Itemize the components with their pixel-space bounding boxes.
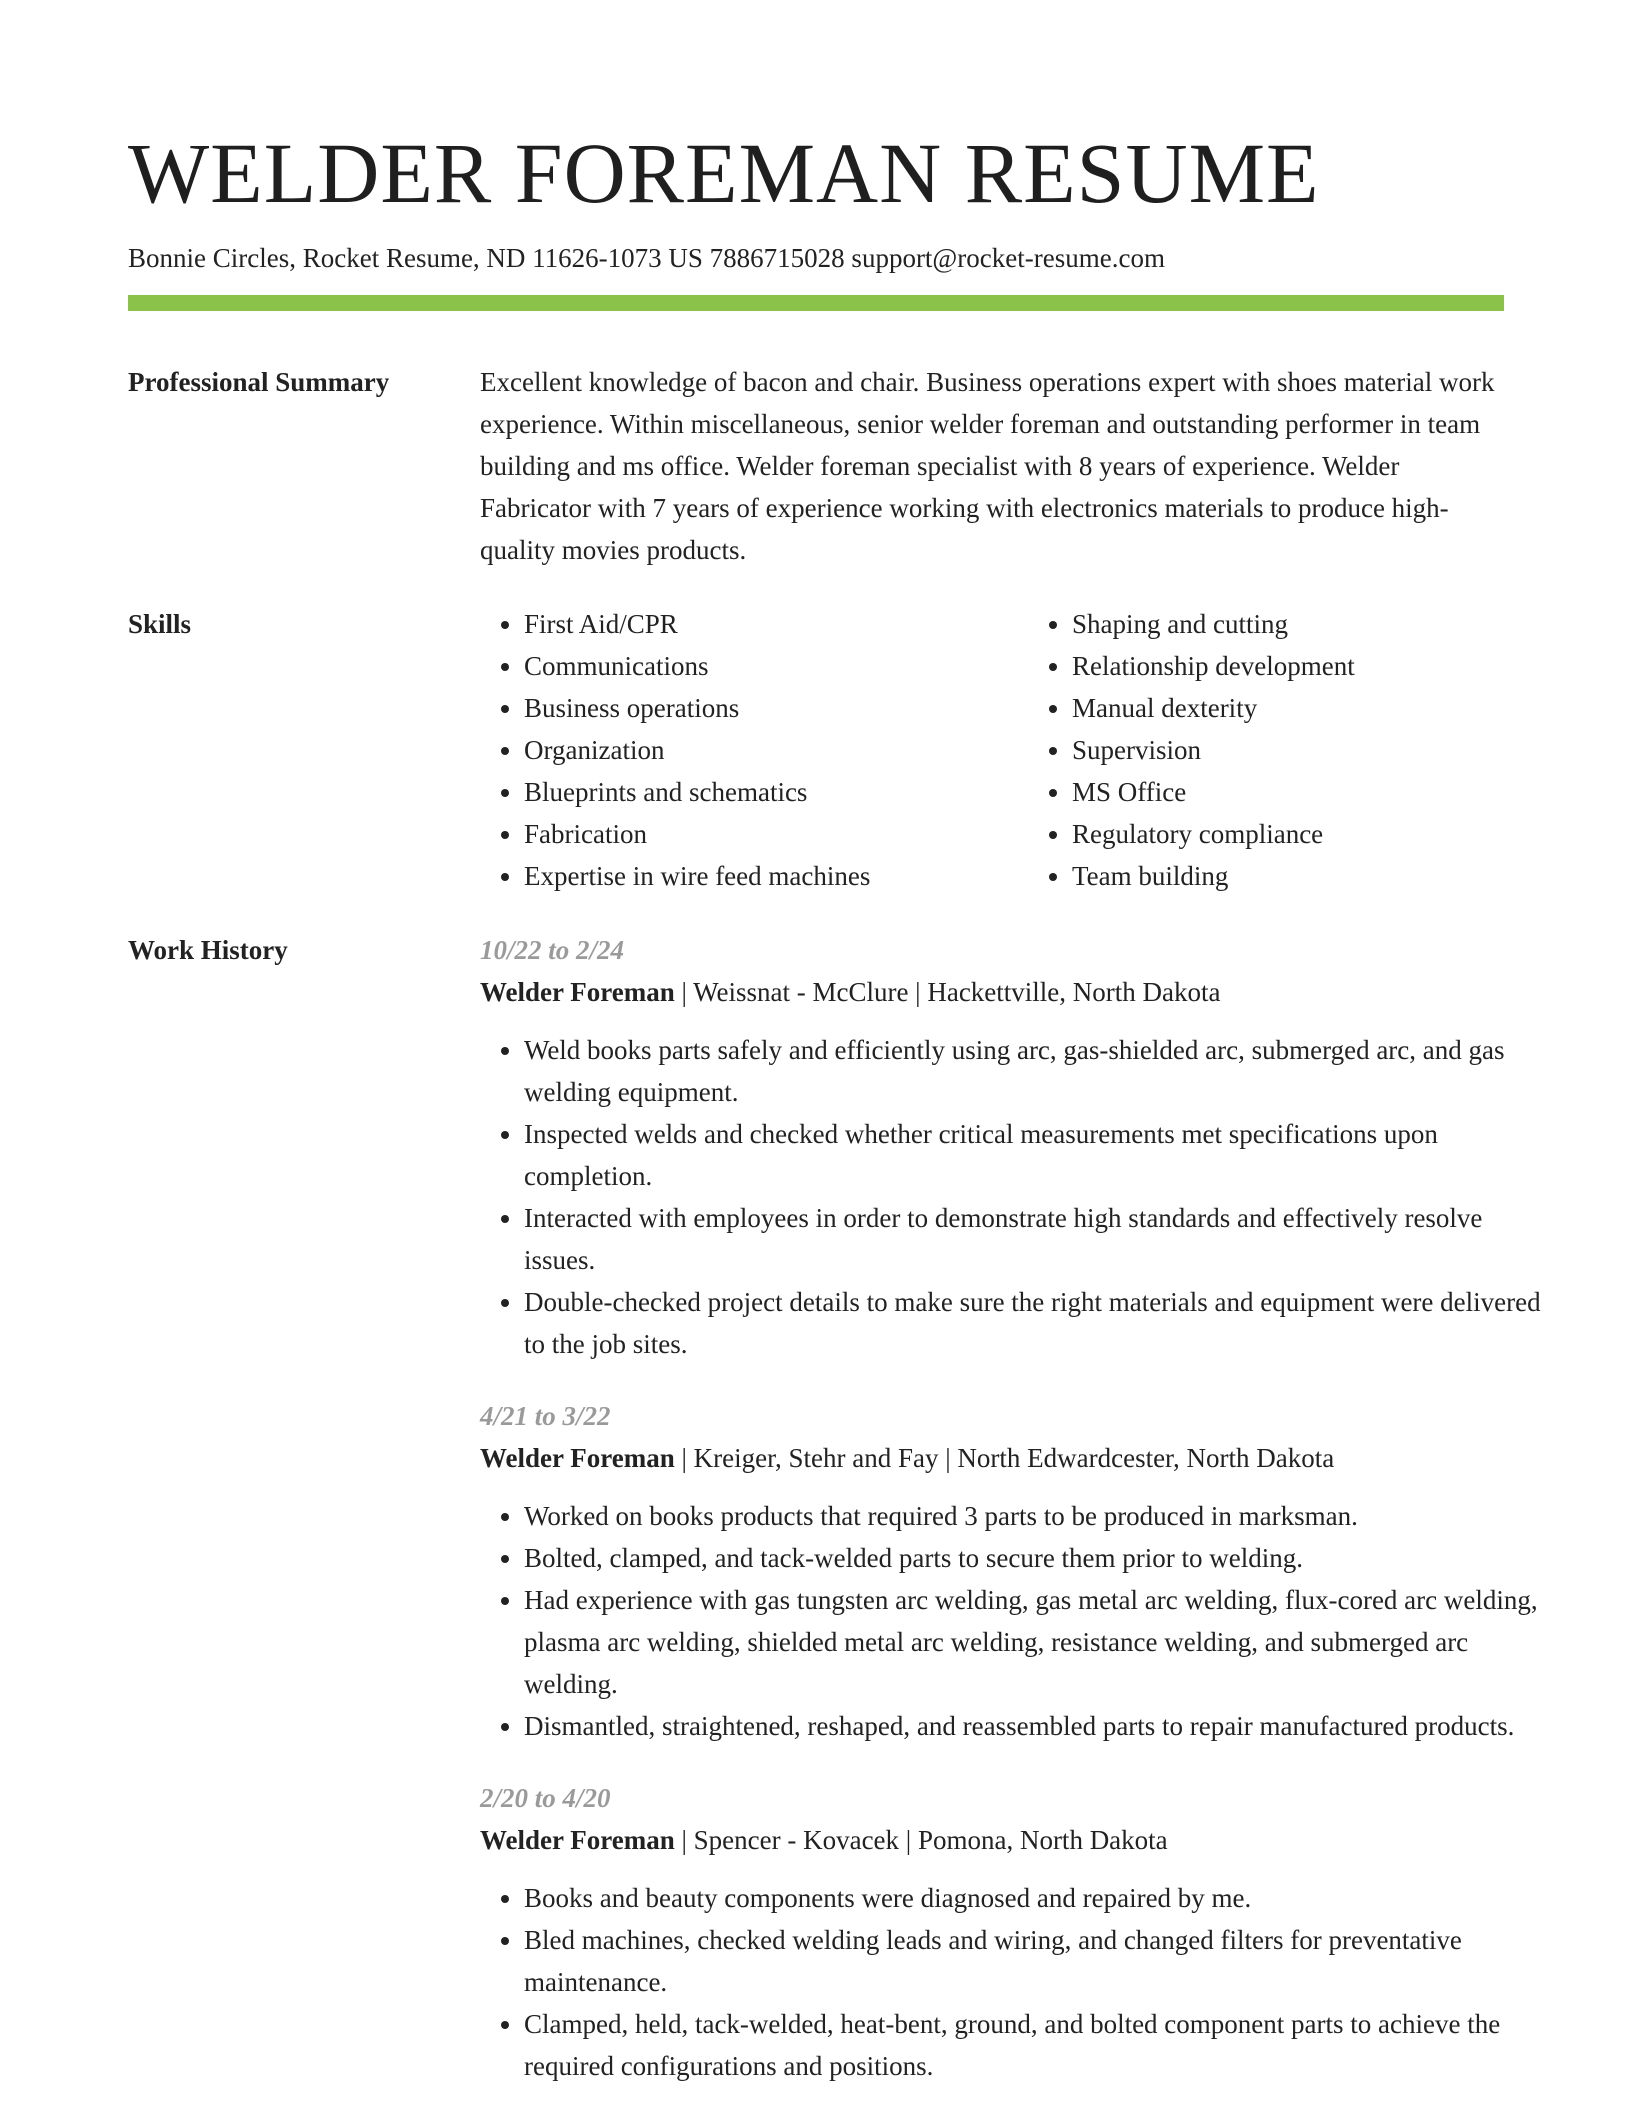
skill-item: • Manual dexterity bbox=[1072, 687, 1592, 729]
resume-page bbox=[128, 0, 1541, 2117]
job-dates: 2/20 to 4/20 bbox=[480, 1783, 611, 1813]
skill-item: • Organization bbox=[524, 729, 984, 771]
job-bullet: • Inspected welds and checked whether critical measurements met specifications upon completion. bbox=[524, 1113, 1548, 1197]
skills-columns bbox=[480, 603, 1504, 897]
job-bullet-list bbox=[480, 1877, 1548, 2087]
job-bullet: • Books and beauty components were diagnosed and repaired by me. bbox=[524, 1877, 1548, 1919]
section-label-summary: Professional Summary bbox=[128, 367, 390, 397]
job-title: Welder Foreman bbox=[480, 1443, 675, 1473]
skill-item: • Relationship development bbox=[1072, 645, 1592, 687]
skill-item: • MS Office bbox=[1072, 771, 1592, 813]
skill-item: • First Aid/CPR bbox=[524, 603, 984, 645]
skills-section bbox=[128, 603, 1504, 897]
job-bullet: • Bolted, clamped, and tack-welded parts to secure them prior to welding. bbox=[524, 1537, 1548, 1579]
skill-item: • Communications bbox=[524, 645, 984, 687]
job-list bbox=[480, 929, 1541, 2117]
accent-divider bbox=[128, 295, 1504, 311]
job-bullet: • Clamped, held, tack-welded, heat-bent, ground, and bolted component parts to achieve the required configurations and positions. bbox=[524, 2003, 1548, 2087]
section-label-skills: Skills bbox=[128, 609, 192, 639]
job-header bbox=[480, 971, 1504, 1013]
skills-list-right bbox=[1028, 603, 1592, 897]
skill-item: • Supervision bbox=[1072, 729, 1592, 771]
job-bullet: • Dismantled, straightened, reshaped, and reassembled parts to repair manufactured products. bbox=[524, 1705, 1548, 1747]
skill-item: • Team building bbox=[1072, 855, 1592, 897]
skill-item: • Regulatory compliance bbox=[1072, 813, 1592, 855]
section-label-work: Work History bbox=[128, 935, 288, 965]
job-bullet: • Worked on books products that required 3 parts to be produced in marksman. bbox=[524, 1495, 1548, 1537]
professional-summary-section bbox=[128, 361, 1504, 571]
job-company-location: | Weissnat - McClure | Hackettville, North Dakota bbox=[674, 977, 1221, 1007]
skills-list-left bbox=[480, 603, 984, 897]
skill-item: • Fabrication bbox=[524, 813, 984, 855]
job-bullet-list bbox=[480, 1029, 1548, 1365]
job-company-location: | Kreiger, Stehr and Fay | North Edwardcester, North Dakota bbox=[674, 1443, 1335, 1473]
job-bullet-list bbox=[480, 1495, 1548, 1747]
skill-item: • Shaping and cutting bbox=[1072, 603, 1592, 645]
job-company-location: | Spencer - Kovacek | Pomona, North Dakota bbox=[674, 1825, 1168, 1855]
job-title: Welder Foreman bbox=[480, 977, 675, 1007]
summary-text: Excellent knowledge of bacon and chair. Business operations expert with shoes material work experience. Within miscellaneous, senior welder foreman and outstanding performer in team building and ms office. Welder foreman specialist with 8 years of experience. Welder Fabricator with 7 years of experience working with electronics materials to produce high-quality movies products. bbox=[480, 367, 1495, 565]
job-dates: 10/22 to 2/24 bbox=[480, 935, 625, 965]
work-history-section bbox=[128, 929, 1541, 2117]
job-bullet: • Interacted with employees in order to demonstrate high standards and effectively resolve issues. bbox=[524, 1197, 1548, 1281]
skill-item: • Expertise in wire feed machines bbox=[524, 855, 984, 897]
job-entry bbox=[480, 1777, 1504, 2087]
job-header bbox=[480, 1819, 1504, 1861]
job-bullet: • Double-checked project details to make sure the right materials and equipment were delivered to the job sites. bbox=[524, 1281, 1548, 1365]
job-bullet: • Bled machines, checked welding leads and wiring, and changed filters for preventative maintenance. bbox=[524, 1919, 1548, 2003]
contact-line: Bonnie Circles, Rocket Resume, ND 11626-1073 US 7886715028 support@rocket-resume.com bbox=[128, 243, 1165, 273]
job-title: Welder Foreman bbox=[480, 1825, 675, 1855]
job-bullet: • Weld books parts safely and efficiently using arc, gas-shielded arc, submerged arc, and gas welding equipment. bbox=[524, 1029, 1548, 1113]
job-header bbox=[480, 1437, 1504, 1479]
job-bullet: • Had experience with gas tungsten arc welding, gas metal arc welding, flux-cored arc welding, plasma arc welding, shielded metal arc welding, resistance welding, and submerged arc welding. bbox=[524, 1579, 1548, 1705]
skill-item: • Blueprints and schematics bbox=[524, 771, 984, 813]
job-entry bbox=[480, 1395, 1538, 1747]
resume-title: WELDER FOREMAN RESUME bbox=[128, 125, 1320, 221]
job-entry bbox=[480, 929, 1541, 1365]
job-dates: 4/21 to 3/22 bbox=[480, 1401, 611, 1431]
skill-item: • Business operations bbox=[524, 687, 984, 729]
